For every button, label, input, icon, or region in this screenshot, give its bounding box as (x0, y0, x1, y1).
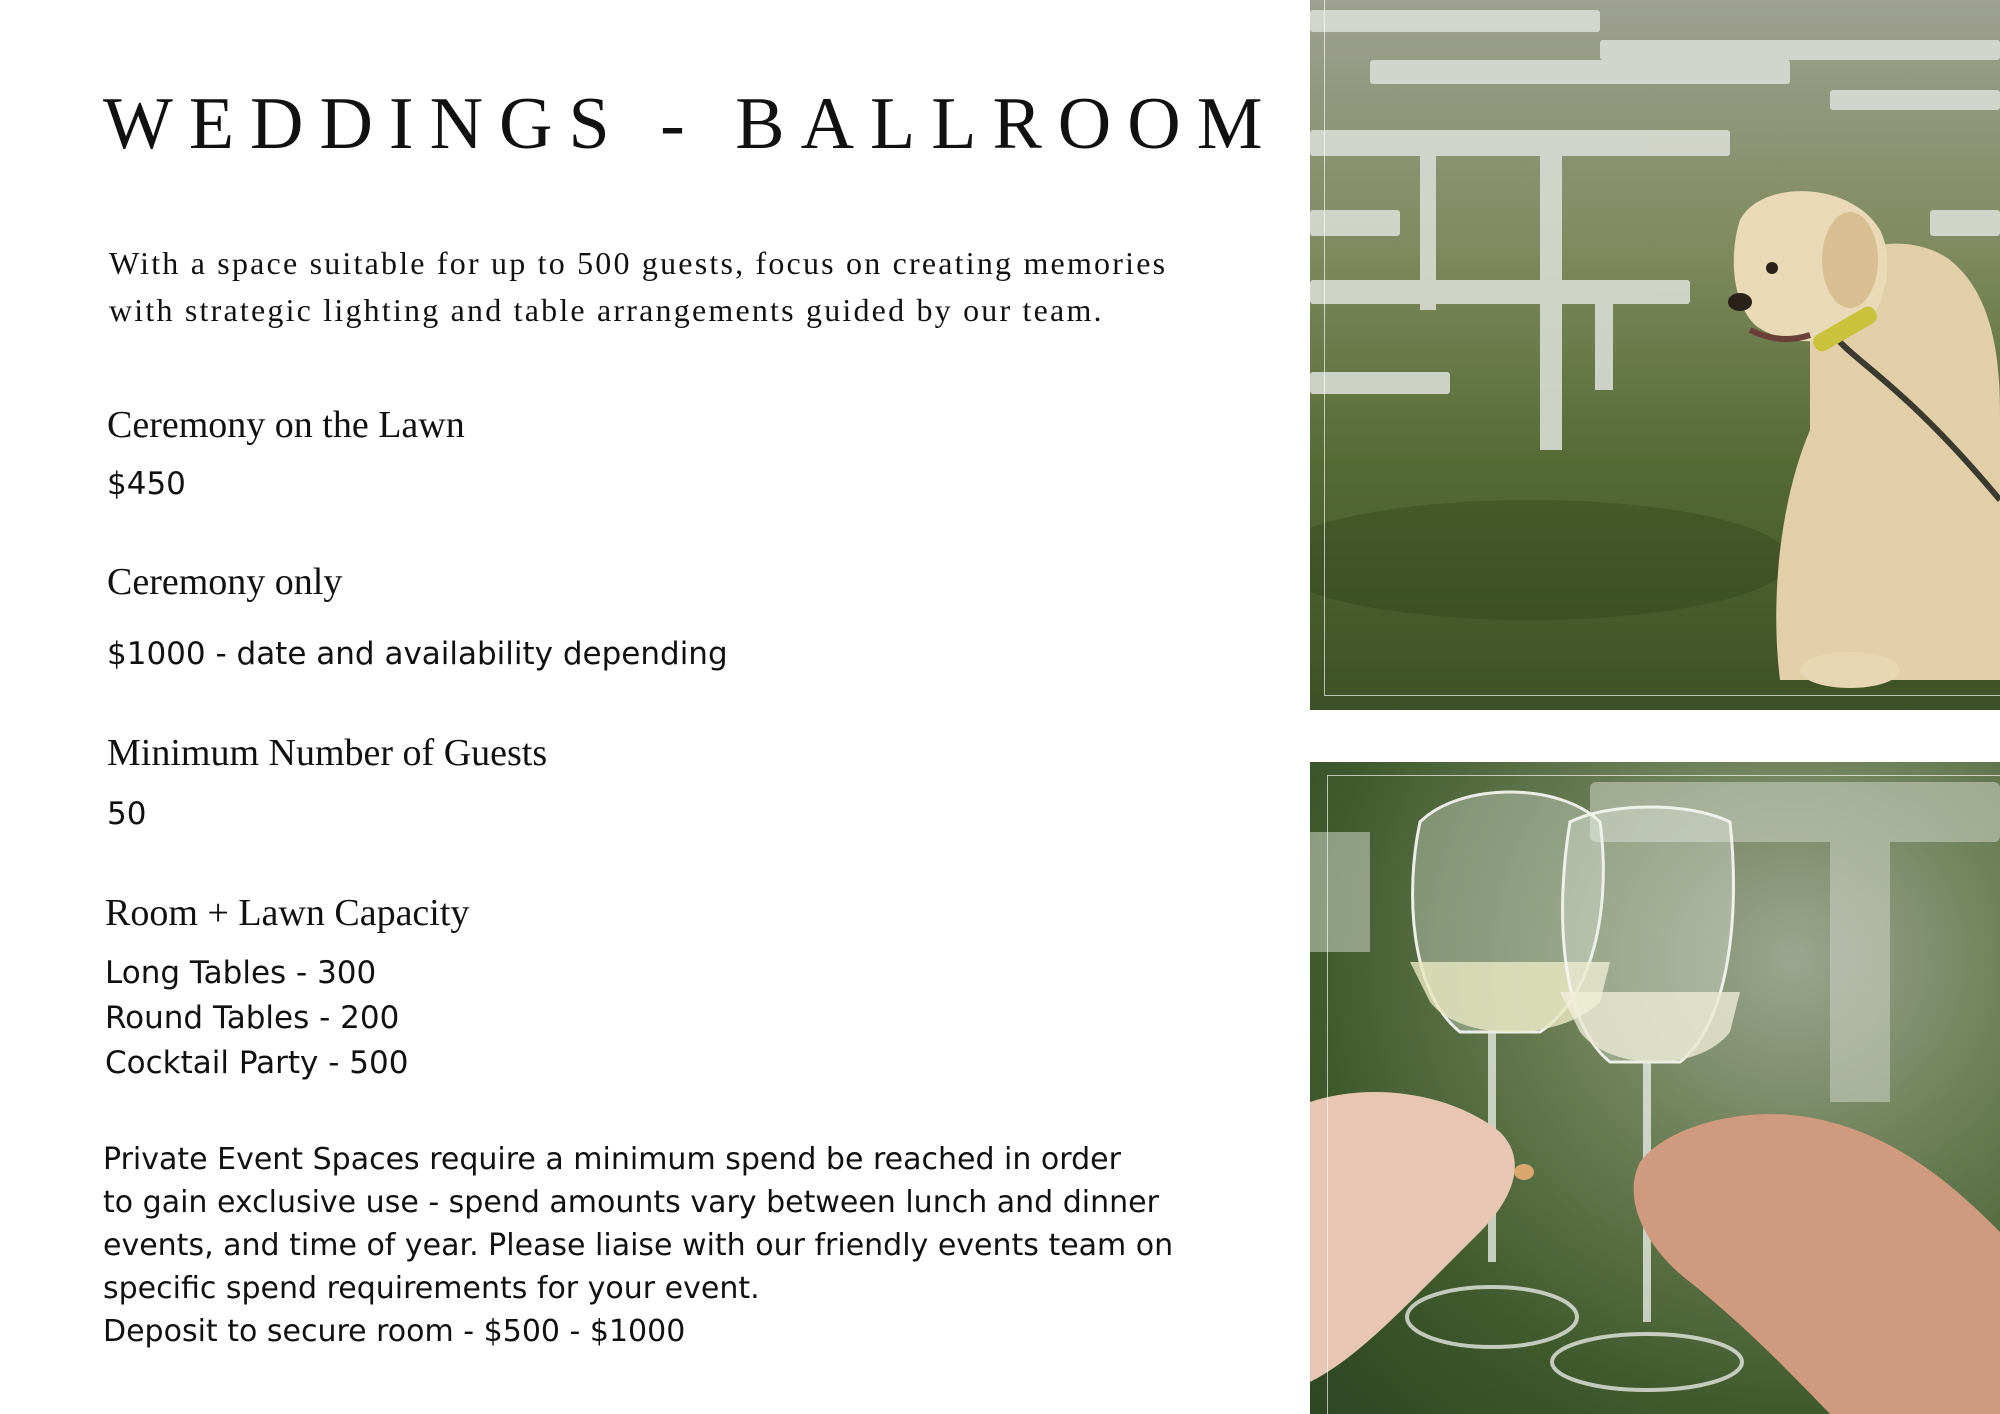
right-glass (1552, 807, 1742, 1390)
capacity-heading: Room + Lawn Capacity (105, 892, 470, 934)
capacity-item: Cocktail Party - 500 (105, 1045, 409, 1081)
dog-shape (1728, 191, 2000, 688)
wine-toast-photo (1310, 762, 2000, 1414)
deposit-line: Deposit to secure room - $500 - $1000 (103, 1314, 686, 1349)
minimum-spend-note (103, 1138, 1243, 1353)
ceremony-lawn-heading: Ceremony on the Lawn (107, 404, 465, 446)
intro-line: With a space suitable for up to 500 guests, focus on creating memories (109, 245, 1168, 281)
ceremony-only-heading: Ceremony only (107, 561, 343, 603)
min-guests-heading: Minimum Number of Guests (107, 732, 548, 774)
intro-line: with strategic lighting and table arrangements guided by our team. (109, 292, 1104, 328)
dog-photo (1310, 0, 2000, 710)
wine-illustration (1310, 762, 2000, 1414)
intro-paragraph (109, 240, 1269, 334)
capacity-list (105, 951, 408, 1086)
dog-illustration (1310, 0, 2000, 710)
note-line: specific spend requirements for your event. (103, 1271, 760, 1306)
capacity-item: Round Tables - 200 (105, 1000, 400, 1036)
min-guests-value: 50 (107, 796, 147, 832)
capacity-item: Long Tables - 300 (105, 955, 377, 991)
note-line: events, and time of year. Please liaise with our friendly events team on (103, 1228, 1174, 1263)
note-line: to gain exclusive use - spend amounts vary between lunch and dinner (103, 1185, 1159, 1220)
ceremony-only-price: $1000 - date and availability depending (107, 636, 728, 672)
ceremony-lawn-price: $450 (107, 466, 186, 502)
note-line: Private Event Spaces require a minimum spend be reached in order (103, 1142, 1121, 1177)
page-title: WEDDINGS - BALLROOM (103, 83, 1279, 165)
